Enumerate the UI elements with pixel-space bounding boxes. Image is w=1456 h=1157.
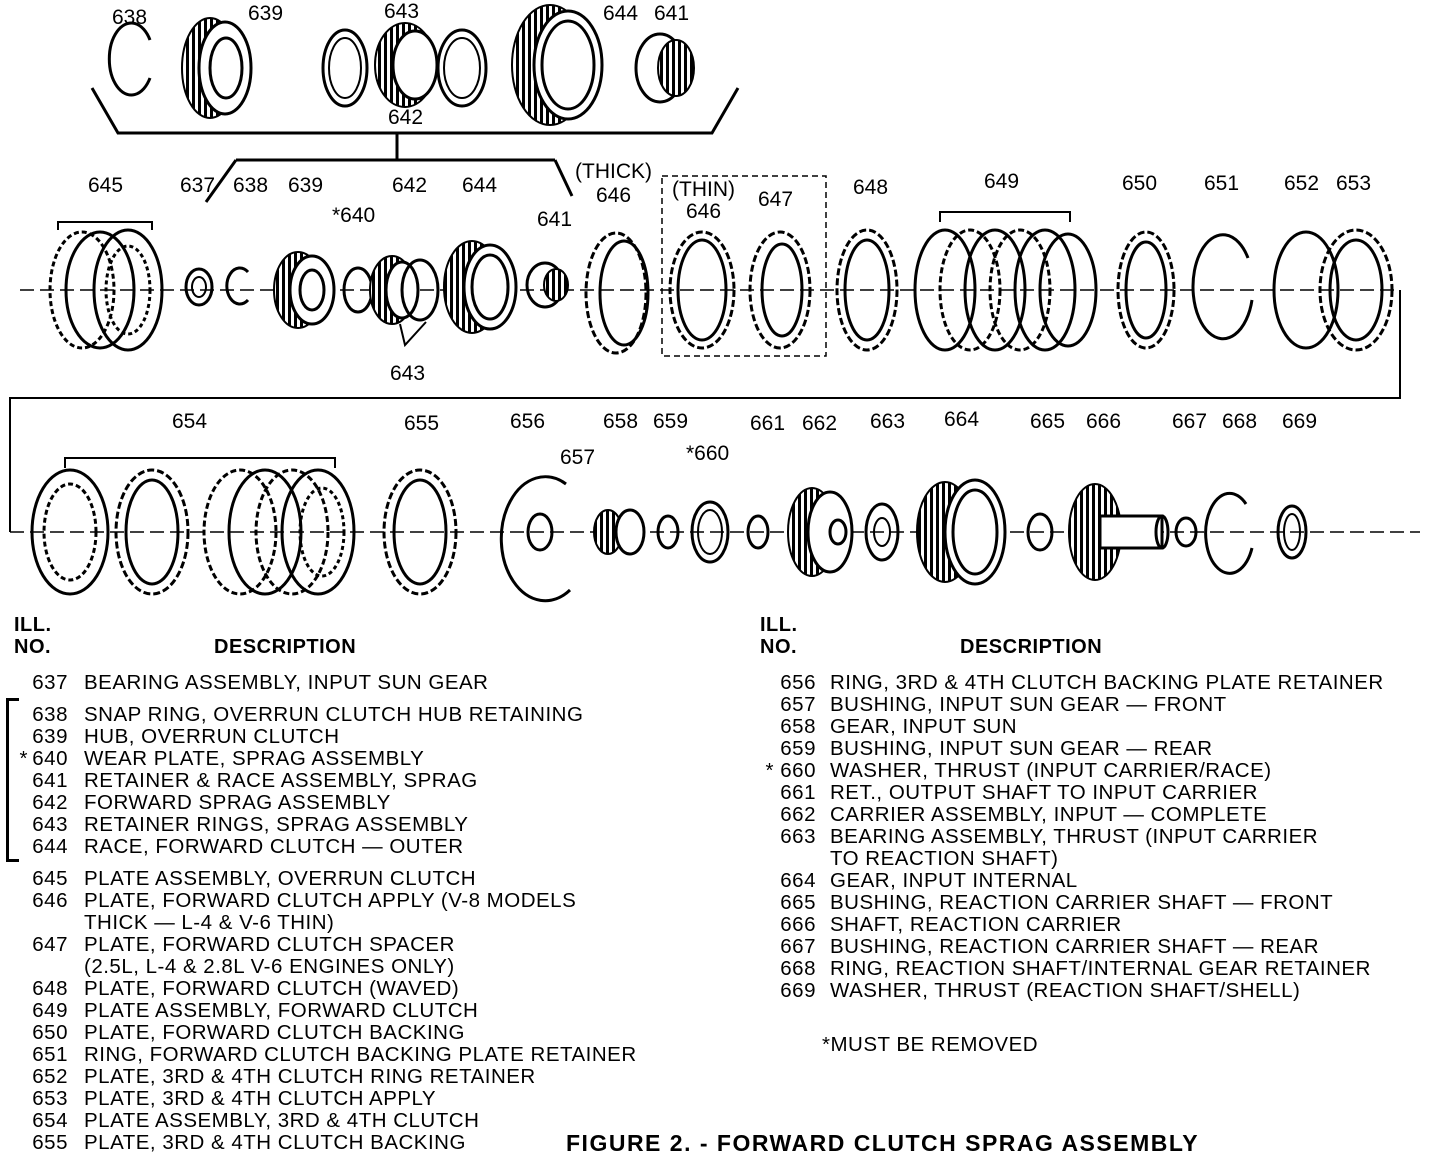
legend-description: PLATE, 3RD & 4TH CLUTCH RING RETAINER bbox=[84, 1065, 536, 1088]
legend-number: 640 bbox=[32, 747, 68, 770]
legend-description: SNAP RING, OVERRUN CLUTCH HUB RETAINING bbox=[84, 703, 584, 726]
legend-description: PLATE, 3RD & 4TH CLUTCH BACKING bbox=[84, 1131, 466, 1154]
legend-number: 660 bbox=[780, 759, 816, 782]
callout-667: 667 bbox=[1172, 410, 1208, 433]
callout-666: 666 bbox=[1086, 410, 1122, 433]
legend-description: RACE, FORWARD CLUTCH — OUTER bbox=[84, 835, 464, 858]
legend-description: HUB, OVERRUN CLUTCH bbox=[84, 725, 340, 748]
legend-description: BUSHING, INPUT SUN GEAR — FRONT bbox=[830, 693, 1227, 716]
legend-description: CARRIER ASSEMBLY, INPUT — COMPLETE bbox=[830, 803, 1268, 826]
legend-description: GEAR, INPUT INTERNAL bbox=[830, 869, 1078, 892]
legend-description: BUSHING, REACTION CARRIER SHAFT — REAR bbox=[830, 935, 1320, 958]
legend-number: 664 bbox=[780, 869, 816, 892]
legend-description: PLATE ASSEMBLY, FORWARD CLUTCH bbox=[84, 999, 479, 1022]
legend-number: 657 bbox=[780, 693, 816, 716]
legend-number: 647 bbox=[32, 933, 68, 956]
legend-description: PLATE, FORWARD CLUTCH SPACER bbox=[84, 933, 455, 956]
callout-646-thick: 646 bbox=[596, 184, 632, 207]
legend-number: 641 bbox=[32, 769, 68, 792]
legend-description: BUSHING, INPUT SUN GEAR — REAR bbox=[830, 737, 1213, 760]
legend-description: PLATE ASSEMBLY, OVERRUN CLUTCH bbox=[84, 867, 477, 890]
callout-665: 665 bbox=[1030, 410, 1066, 433]
callout-645: 645 bbox=[88, 174, 124, 197]
legend-number: 649 bbox=[32, 999, 68, 1022]
legend-description: PLATE, FORWARD CLUTCH APPLY (V-8 MODELS bbox=[84, 889, 577, 912]
callout-646-thin: 646 bbox=[686, 200, 722, 223]
legend-description: PLATE, FORWARD CLUTCH (WAVED) bbox=[84, 977, 460, 1000]
row2-parts bbox=[10, 458, 1420, 601]
legend-number: 662 bbox=[780, 803, 816, 826]
callout-659: 659 bbox=[653, 410, 689, 433]
legend-number: 650 bbox=[32, 1021, 68, 1044]
callout-641: 641 bbox=[537, 208, 573, 231]
callout-643: 643 bbox=[390, 362, 426, 385]
legend-description: TO REACTION SHAFT) bbox=[830, 847, 1059, 870]
callout-653: 653 bbox=[1336, 172, 1372, 195]
legend-number: 663 bbox=[780, 825, 816, 848]
legend-number: 654 bbox=[32, 1109, 68, 1132]
callout-639: 639 bbox=[288, 174, 324, 197]
callout-648: 648 bbox=[853, 176, 889, 199]
legend-description: PLATE ASSEMBLY, 3RD & 4TH CLUTCH bbox=[84, 1109, 480, 1132]
legend-description: BEARING ASSEMBLY, THRUST (INPUT CARRIER bbox=[830, 825, 1319, 848]
callout-642-top: 642 bbox=[388, 106, 424, 129]
legend-number: 639 bbox=[32, 725, 68, 748]
legend-description: RING, FORWARD CLUTCH BACKING PLATE RETAINER bbox=[84, 1043, 637, 1066]
legend-left-header-desc: DESCRIPTION bbox=[214, 636, 357, 658]
legend-number: 658 bbox=[780, 715, 816, 738]
callout-644: 644 bbox=[462, 174, 498, 197]
legend-description: PLATE, FORWARD CLUTCH BACKING bbox=[84, 1021, 465, 1044]
callout-639-top: 639 bbox=[248, 2, 284, 25]
legend-number: 655 bbox=[32, 1131, 68, 1154]
callout-657: 657 bbox=[560, 446, 596, 469]
callout-668: 668 bbox=[1222, 410, 1258, 433]
legend-number: 665 bbox=[780, 891, 816, 914]
callout-651: 651 bbox=[1204, 172, 1240, 195]
legend-number: 666 bbox=[780, 913, 816, 936]
callout-642: 642 bbox=[392, 174, 428, 197]
legend-number: 648 bbox=[32, 977, 68, 1000]
legend-group-bracket bbox=[6, 698, 19, 862]
callout-655: 655 bbox=[404, 412, 440, 435]
legend-left-header-no: NO. bbox=[14, 636, 52, 658]
legend-number: 652 bbox=[32, 1065, 68, 1088]
legend-description: GEAR, INPUT SUN bbox=[830, 715, 1018, 738]
callout-thin-label: (THIN) bbox=[672, 178, 735, 201]
callout-637: 637 bbox=[180, 174, 216, 197]
row2-callouts bbox=[172, 408, 1317, 469]
callout-660: *660 bbox=[686, 442, 730, 465]
legend-number: 638 bbox=[32, 703, 68, 726]
legend-right-header-no: NO. bbox=[760, 636, 798, 658]
callout-644-top: 644 bbox=[603, 2, 639, 25]
callout-647: 647 bbox=[758, 188, 794, 211]
legend-description: BUSHING, REACTION CARRIER SHAFT — FRONT bbox=[830, 891, 1334, 914]
legend-description: RETAINER & RACE ASSEMBLY, SPRAG bbox=[84, 769, 478, 792]
legend-description: RING, REACTION SHAFT/INTERNAL GEAR RETAINER bbox=[830, 957, 1371, 980]
callout-641-top: 641 bbox=[654, 2, 690, 25]
legend-description: BEARING ASSEMBLY, INPUT SUN GEAR bbox=[84, 671, 489, 694]
legend-number: 645 bbox=[32, 867, 68, 890]
legend-description: (2.5L, L-4 & 2.8L V-6 ENGINES ONLY) bbox=[84, 955, 455, 978]
legend-number: 656 bbox=[780, 671, 816, 694]
legend-right-header-ill: ILL. bbox=[760, 614, 798, 636]
callout-649: 649 bbox=[984, 170, 1020, 193]
legend-number: 668 bbox=[780, 957, 816, 980]
legend-description: RETAINER RINGS, SPRAG ASSEMBLY bbox=[84, 813, 469, 836]
legend-description: RET., OUTPUT SHAFT TO INPUT CARRIER bbox=[830, 781, 1258, 804]
callout-664: 664 bbox=[944, 408, 980, 431]
legend-number: 667 bbox=[780, 935, 816, 958]
removal-note: *MUST BE REMOVED bbox=[822, 1033, 1039, 1056]
legend-number: 651 bbox=[32, 1043, 68, 1066]
legend-description: THICK — L-4 & V-6 THIN) bbox=[84, 911, 335, 934]
legend-description: WEAR PLATE, SPRAG ASSEMBLY bbox=[84, 747, 425, 770]
legend-mark: * bbox=[19, 747, 28, 770]
legend-number: 637 bbox=[32, 671, 68, 694]
legend-number: 669 bbox=[780, 979, 816, 1002]
legend-description: WASHER, THRUST (INPUT CARRIER/RACE) bbox=[830, 759, 1272, 782]
legend-number: 653 bbox=[32, 1087, 68, 1110]
callout-652: 652 bbox=[1284, 172, 1320, 195]
legend-description: WASHER, THRUST (REACTION SHAFT/SHELL) bbox=[830, 979, 1301, 1002]
callout-669: 669 bbox=[1282, 410, 1318, 433]
figure-caption: FIGURE 2. - FORWARD CLUTCH SPRAG ASSEMBLY bbox=[566, 1130, 1200, 1156]
legend-number: 646 bbox=[32, 889, 68, 912]
callout-thick-label: (THICK) bbox=[575, 160, 652, 183]
callout-661: 661 bbox=[750, 412, 786, 435]
callout-650: 650 bbox=[1122, 172, 1158, 195]
callout-663: 663 bbox=[870, 410, 906, 433]
legend-number: 659 bbox=[780, 737, 816, 760]
legend-left-header-ill: ILL. bbox=[14, 614, 52, 636]
legend-mark: * bbox=[765, 759, 774, 782]
callout-638-top: 638 bbox=[112, 6, 148, 29]
legend-number: 661 bbox=[780, 781, 816, 804]
legend-number: 644 bbox=[32, 835, 68, 858]
callout-658: 658 bbox=[603, 410, 639, 433]
row1-parts bbox=[10, 176, 1400, 532]
legend-description: PLATE, 3RD & 4TH CLUTCH APPLY bbox=[84, 1087, 437, 1110]
callout-656: 656 bbox=[510, 410, 546, 433]
legend-number: 642 bbox=[32, 791, 68, 814]
callout-643-top: 643 bbox=[384, 0, 420, 23]
callout-654: 654 bbox=[172, 410, 208, 433]
legend-number: 643 bbox=[32, 813, 68, 836]
legend-description: RING, 3RD & 4TH CLUTCH BACKING PLATE RETAINER bbox=[830, 671, 1384, 694]
legend-description: SHAFT, REACTION CARRIER bbox=[830, 913, 1122, 936]
callout-640: *640 bbox=[332, 204, 376, 227]
callout-662: 662 bbox=[802, 412, 838, 435]
legend-description: FORWARD SPRAG ASSEMBLY bbox=[84, 791, 391, 814]
callout-638: 638 bbox=[233, 174, 269, 197]
legend-right-header-desc: DESCRIPTION bbox=[960, 636, 1103, 658]
